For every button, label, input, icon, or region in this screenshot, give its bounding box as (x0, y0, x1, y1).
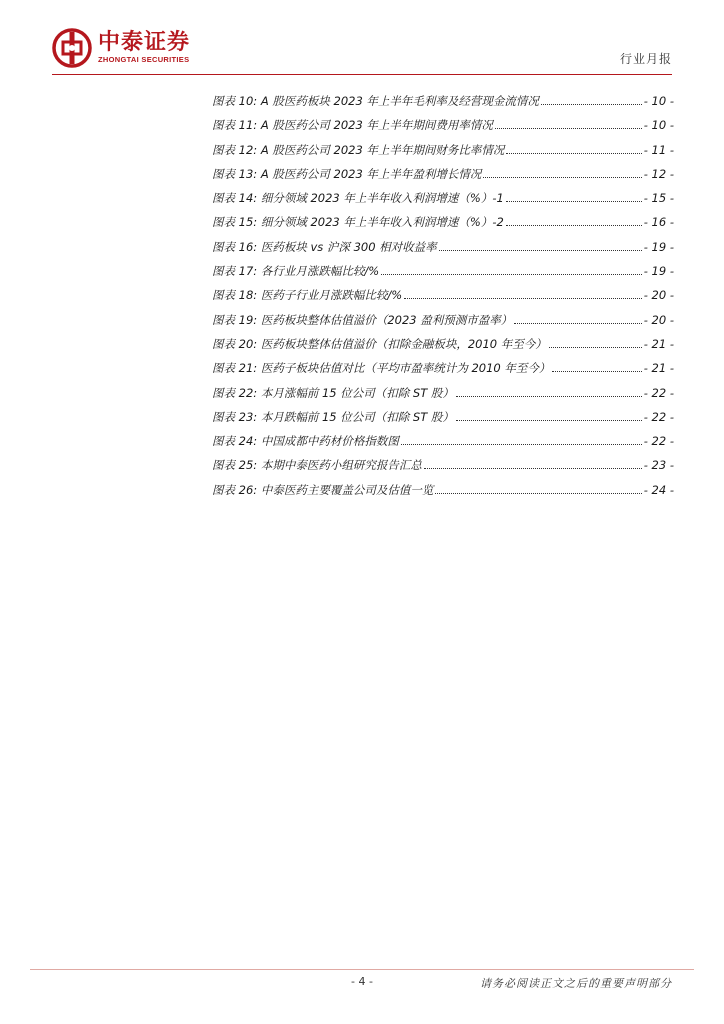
toc-dot-leader (514, 322, 642, 324)
figure-index-list (212, 93, 674, 506)
toc-entry-title: 图表 25: 本期中泰医药小组研究报告汇总 (212, 458, 422, 473)
toc-entry-page: - 12 - (643, 166, 674, 181)
toc-dot-leader (439, 249, 642, 251)
toc-dot-leader (506, 152, 641, 154)
toc-entry[interactable] (212, 433, 674, 457)
toc-dot-leader (401, 443, 642, 445)
toc-entry-page: - 23 - (643, 458, 674, 473)
toc-dot-leader (456, 395, 642, 397)
toc-entry-title: 图表 15: 细分领域 2023 年上半年收入利润增速（%）-2 (212, 215, 504, 230)
toc-dot-leader (541, 103, 642, 105)
toc-entry-page: - 10 - (643, 118, 674, 133)
toc-entry-page: - 10 - (643, 94, 674, 108)
toc-entry-page: - 24 - (643, 482, 674, 497)
toc-entry[interactable] (212, 409, 674, 433)
toc-entry-title: 图表 13: A 股医药公司 2023 年上半年盈利增长情况 (212, 166, 482, 181)
toc-dot-leader (456, 419, 642, 421)
zhongtai-logo-icon (52, 28, 92, 68)
toc-dot-leader (506, 200, 642, 202)
toc-entry[interactable] (212, 457, 674, 481)
toc-entry-title: 图表 20: 医药板块整体估值溢价（扣除金融板块，2010 年至今） (212, 336, 547, 351)
toc-entry-page: - 19 - (643, 239, 674, 254)
toc-entry-title: 图表 26: 中泰医药主要覆盖公司及估值一览 (212, 482, 434, 497)
toc-entry[interactable] (212, 93, 674, 117)
toc-dot-leader (435, 492, 641, 494)
toc-entry[interactable] (212, 239, 674, 263)
logo-chinese-name: 中泰证券 (98, 30, 191, 55)
toc-entry-title: 图表 17: 各行业月涨跌幅比较/% (212, 264, 380, 279)
toc-entry-page: - 21 - (643, 336, 674, 351)
toc-entry-page: - 11 - (643, 142, 674, 157)
toc-entry[interactable] (212, 117, 674, 141)
toc-entry-title: 图表 19: 医药板块整体估值溢价（2023 盈利预测市盈率） (212, 312, 513, 327)
footer-disclaimer: 请务必阅读正文之后的重要声明部分 (480, 977, 672, 990)
toc-dot-leader (381, 273, 642, 275)
toc-entry-title: 图表 16: 医药板块 vs 沪深 300 相对收益率 (212, 239, 437, 254)
toc-entry-title: 图表 23: 本月跌幅前 15 位公司（扣除 ST 股） (212, 409, 454, 424)
toc-entry-page: - 21 - (643, 361, 674, 376)
toc-entry-page: - 16 - (643, 215, 674, 230)
toc-entry[interactable] (212, 214, 674, 238)
toc-entry[interactable] (212, 336, 674, 360)
toc-entry[interactable] (212, 312, 674, 336)
toc-entry[interactable] (212, 263, 674, 287)
footer-divider (30, 969, 694, 970)
toc-entry[interactable] (212, 287, 674, 311)
toc-entry-title: 图表 14: 细分领域 2023 年上半年收入利润增速（%）-1 (212, 191, 504, 206)
company-logo (52, 28, 190, 68)
toc-entry-title: 图表 22: 本月涨幅前 15 位公司（扣除 ST 股） (212, 385, 454, 400)
header-divider (52, 74, 672, 75)
toc-entry-title: 图表 11: A 股医药公司 2023 年上半年期间费用率情况 (212, 118, 493, 133)
toc-dot-leader (424, 467, 642, 469)
toc-entry-title: 图表 12: A 股医药公司 2023 年上半年期间财务比率情况 (212, 142, 505, 157)
toc-entry-title: 图表 24: 中国成都中药材价格指数图 (212, 434, 399, 449)
toc-dot-leader (483, 176, 641, 178)
toc-entry-page: - 19 - (643, 264, 674, 279)
toc-dot-leader (495, 127, 642, 129)
page-header (0, 0, 724, 80)
toc-entry-page: - 20 - (643, 288, 674, 303)
toc-entry[interactable] (212, 360, 674, 384)
toc-entry-page: - 22 - (643, 385, 674, 400)
toc-entry[interactable] (212, 482, 674, 506)
toc-entry-title: 图表 21: 医药子板块估值对比（平均市盈率统计为 2010 年至今） (212, 361, 551, 376)
report-type-label: 行业月报 (619, 52, 672, 66)
toc-entry-page: - 20 - (643, 312, 674, 327)
toc-dot-leader (549, 346, 642, 348)
toc-dot-leader (552, 370, 641, 372)
toc-entry[interactable] (212, 166, 674, 190)
toc-dot-leader (404, 297, 642, 299)
toc-entry[interactable] (212, 385, 674, 409)
toc-entry[interactable] (212, 142, 674, 166)
toc-entry-page: - 22 - (643, 409, 674, 424)
page-number: - 4 - (351, 975, 373, 988)
toc-entry-page: - 22 - (643, 434, 674, 449)
toc-entry-title: 图表 10: A 股医药板块 2023 年上半年毛利率及经营现金流情况 (212, 94, 539, 108)
logo-english-name: ZHONGTAI SECURITIES (98, 55, 190, 64)
toc-dot-leader (506, 224, 642, 226)
toc-entry-title: 图表 18: 医药子行业月涨跌幅比较/% (212, 288, 403, 303)
toc-entry[interactable] (212, 190, 674, 214)
toc-entry-page: - 15 - (643, 191, 674, 206)
